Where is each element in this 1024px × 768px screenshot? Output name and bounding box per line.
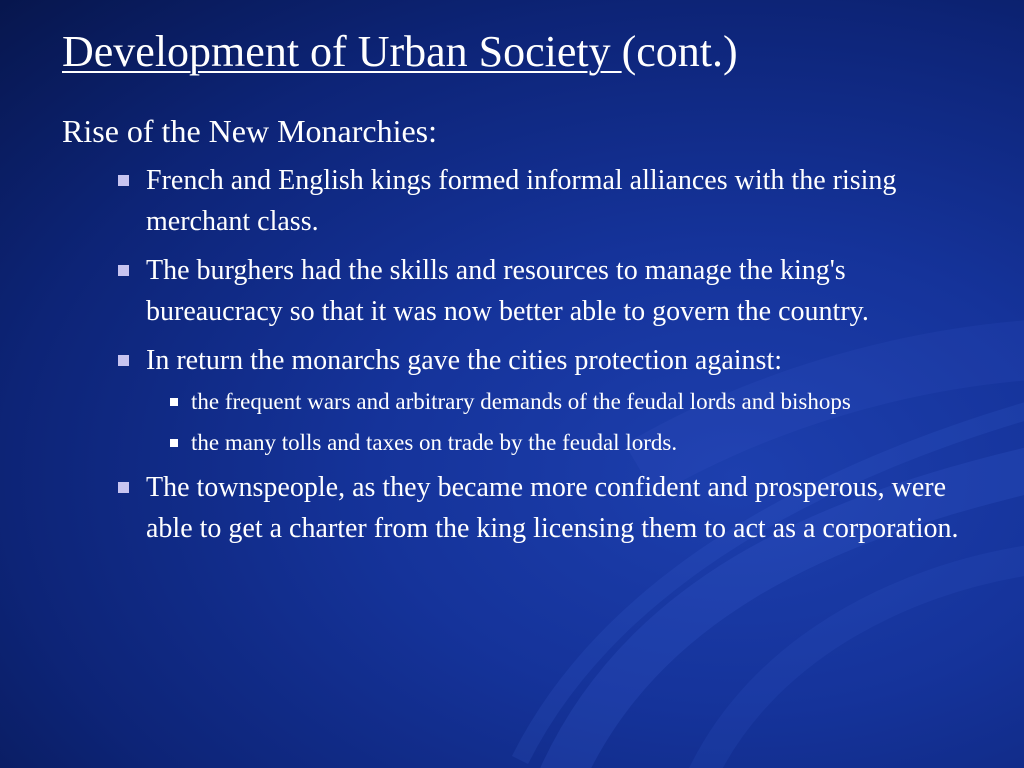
- bullet-item: [116, 160, 962, 242]
- bullet-text: The townspeople, as they became more confident and prosperous, were able to get a charter from the king licensing them to act as a corporation.: [146, 472, 959, 545]
- bullet-item: [116, 250, 962, 332]
- slide-title-main: Development of Urban Society: [62, 27, 622, 76]
- slide-title-suffix: (cont.): [621, 27, 738, 76]
- bullet-item: [116, 467, 962, 549]
- bullet-item: [116, 340, 962, 459]
- sub-bullet-item: [166, 385, 962, 418]
- slide-title: [62, 26, 738, 79]
- sub-bullet-text: the many tolls and taxes on trade by the feudal lords.: [191, 430, 678, 456]
- bullet-text: The burghers had the skills and resources to manage the king's bureaucracy so that it was now better able to govern the country.: [146, 255, 869, 328]
- square-bullet-icon: [118, 265, 129, 276]
- small-square-bullet-icon: [170, 439, 178, 447]
- square-bullet-icon: [118, 482, 129, 493]
- square-bullet-icon: [118, 355, 129, 366]
- sub-bullet-text: the frequent wars and arbitrary demands of the feudal lords and bishops: [191, 389, 851, 415]
- section-heading: Rise of the New Monarchies:: [62, 113, 438, 149]
- square-bullet-icon: [118, 175, 129, 186]
- sub-bullet-list: [146, 385, 962, 459]
- bullet-text: In return the monarchs gave the cities protection against:: [146, 345, 783, 377]
- bullet-list: [62, 160, 962, 549]
- slide-body: [62, 112, 962, 557]
- sub-bullet-item: [166, 426, 962, 459]
- bullet-text: French and English kings formed informal alliances with the rising merchant class.: [146, 165, 897, 238]
- small-square-bullet-icon: [170, 398, 178, 406]
